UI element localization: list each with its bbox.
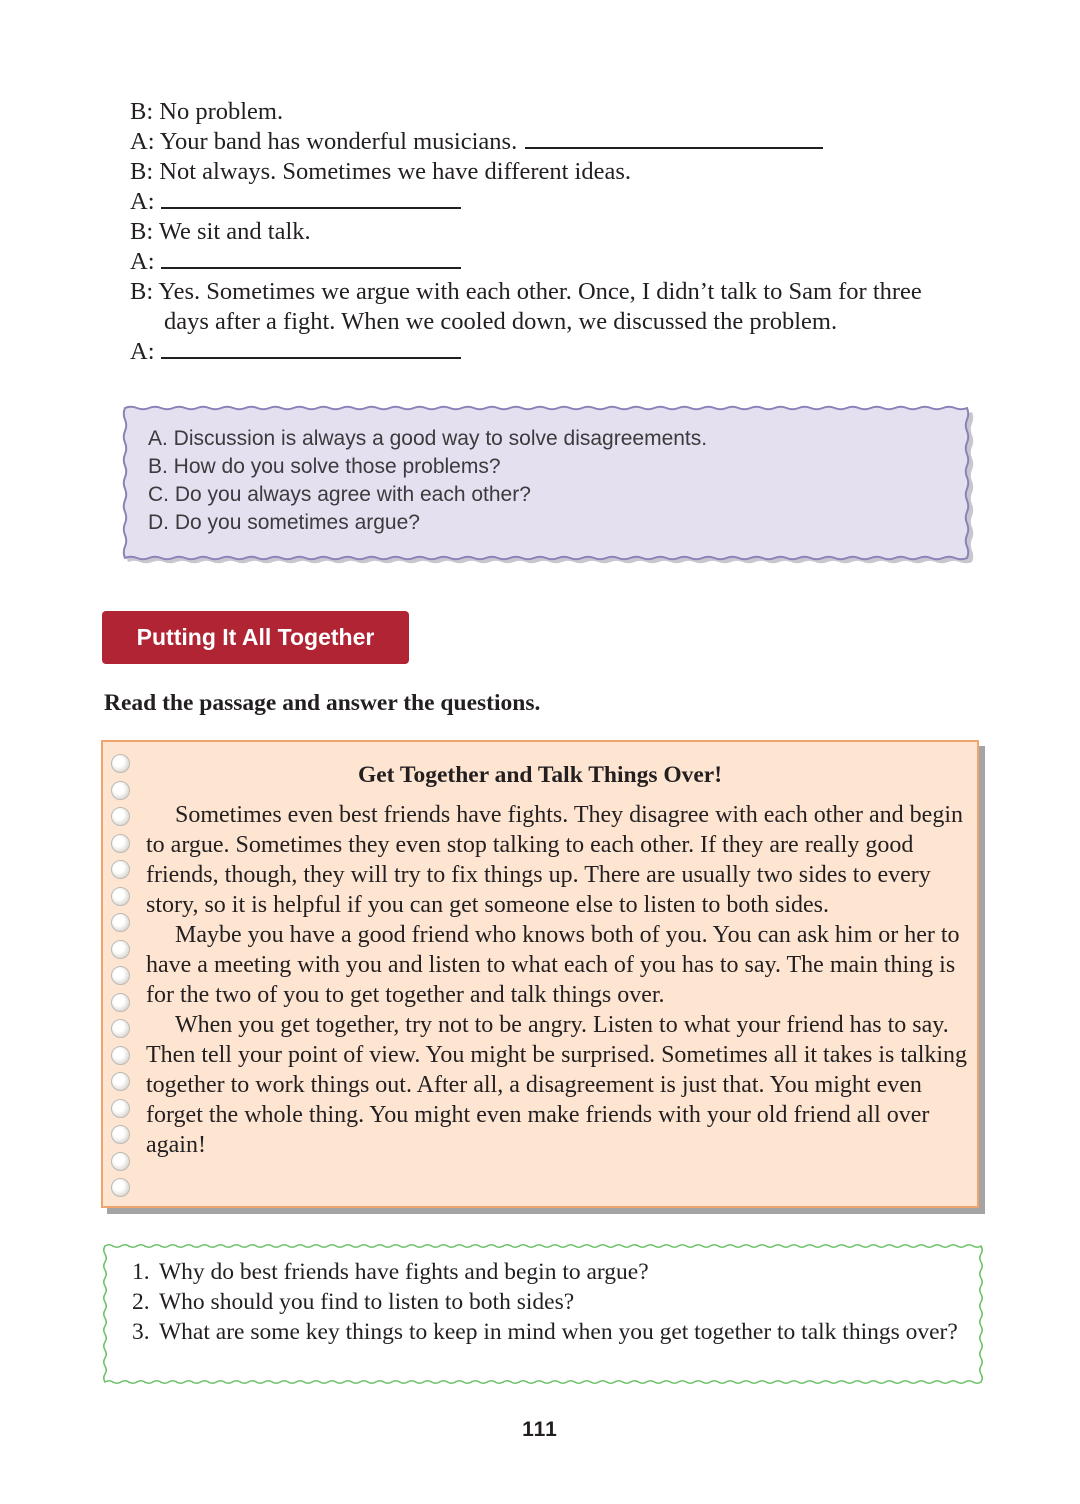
dialogue-line [130, 187, 990, 217]
binding-ring [111, 993, 130, 1012]
question-item [132, 1317, 972, 1347]
binding-ring [111, 1072, 130, 1091]
spiral-binding [111, 754, 135, 1205]
dialogue [130, 97, 990, 367]
passage-paragraph: Maybe you have a good friend who knows both of you. You can ask him or her to have a meeting with you and listen to what each of you has to say. The main thing is for the two of you to get together and talk things over. [146, 922, 960, 1008]
binding-ring [111, 807, 130, 826]
dialogue-speaker: A: [130, 188, 155, 215]
question-item [132, 1287, 972, 1317]
binding-ring [111, 1099, 130, 1118]
questions-list [132, 1257, 972, 1347]
passage-paragraph: Sometimes even best friends have fights. They disagree with each other and begin to argue. Sometimes they even stop talking to each other. If they are really good friends, though, they will try to fix things up. There are usually two sides to every story, so it is helpful if you can get someone else to listen to both sides. [146, 802, 963, 918]
option-item: D. Do you sometimes argue? [148, 511, 420, 534]
question-text: What are some key things to keep in mind when you get together to talk things over? [159, 1319, 958, 1345]
option-item: B. How do you solve those problems? [148, 455, 501, 478]
binding-ring [111, 1046, 130, 1065]
dialogue-line: B: We sit and talk. [130, 218, 311, 245]
dialogue-line [130, 127, 990, 157]
dialogue-line: B: Yes. Sometimes we argue with each other. Once, I didn’t talk to Sam for three [130, 278, 922, 305]
dialogue-line-text: A: Your band has wonderful musicians. [130, 128, 518, 155]
question-number: 3. [132, 1319, 150, 1345]
passage-title: Get Together and Talk Things Over! [357, 762, 723, 788]
question-text: Why do best friends have fights and begin to argue? [159, 1259, 649, 1285]
instruction-text: Read the passage and answer the questions. [104, 690, 541, 716]
questions-box [102, 1242, 986, 1386]
binding-ring [111, 1125, 130, 1144]
binding-ring [111, 860, 130, 879]
passage-body [146, 800, 976, 1160]
answer-blank[interactable] [161, 337, 461, 359]
reading-passage-box [101, 740, 979, 1208]
binding-ring [111, 1152, 130, 1171]
page-number: 111 [522, 1418, 558, 1441]
binding-ring [111, 966, 130, 985]
option-item: C. Do you always agree with each other? [148, 483, 531, 506]
section-title-tab: Putting It All Together [102, 611, 409, 664]
dialogue-speaker: A: [130, 248, 155, 275]
dialogue-line [130, 337, 990, 367]
binding-ring [111, 1178, 130, 1197]
binding-ring [111, 913, 130, 932]
dialogue-line: B: No problem. [130, 98, 284, 125]
question-item [132, 1257, 972, 1287]
answer-blank[interactable] [161, 247, 461, 269]
dialogue-line-continued: days after a fight. When we cooled down, we discussed the problem. [164, 308, 838, 335]
question-number: 2. [132, 1289, 150, 1315]
binding-ring [111, 1019, 130, 1038]
dialogue-line: B: Not always. Sometimes we have different ideas. [130, 158, 631, 185]
answer-blank[interactable] [525, 127, 823, 149]
answer-blank[interactable] [161, 187, 461, 209]
option-item: A. Discussion is always a good way to solve disagreements. [148, 427, 708, 450]
answer-options-box [122, 405, 970, 561]
binding-ring [111, 887, 130, 906]
question-text: Who should you find to listen to both sides? [159, 1289, 575, 1315]
dialogue-line [130, 247, 990, 277]
options-list [148, 425, 707, 537]
dialogue-speaker: A: [130, 338, 155, 365]
binding-ring [111, 834, 130, 853]
question-number: 1. [132, 1259, 150, 1285]
passage-paragraph: When you get together, try not to be angry. Listen to what your friend has to say. Then tell your point of view. You might be surprised. Sometimes all it takes is talking together to work things out. After all, a disagreement is just that. You might even forget the whole thing. You might even make friends with your old friend all over again! [146, 1012, 968, 1158]
binding-ring [111, 940, 130, 959]
